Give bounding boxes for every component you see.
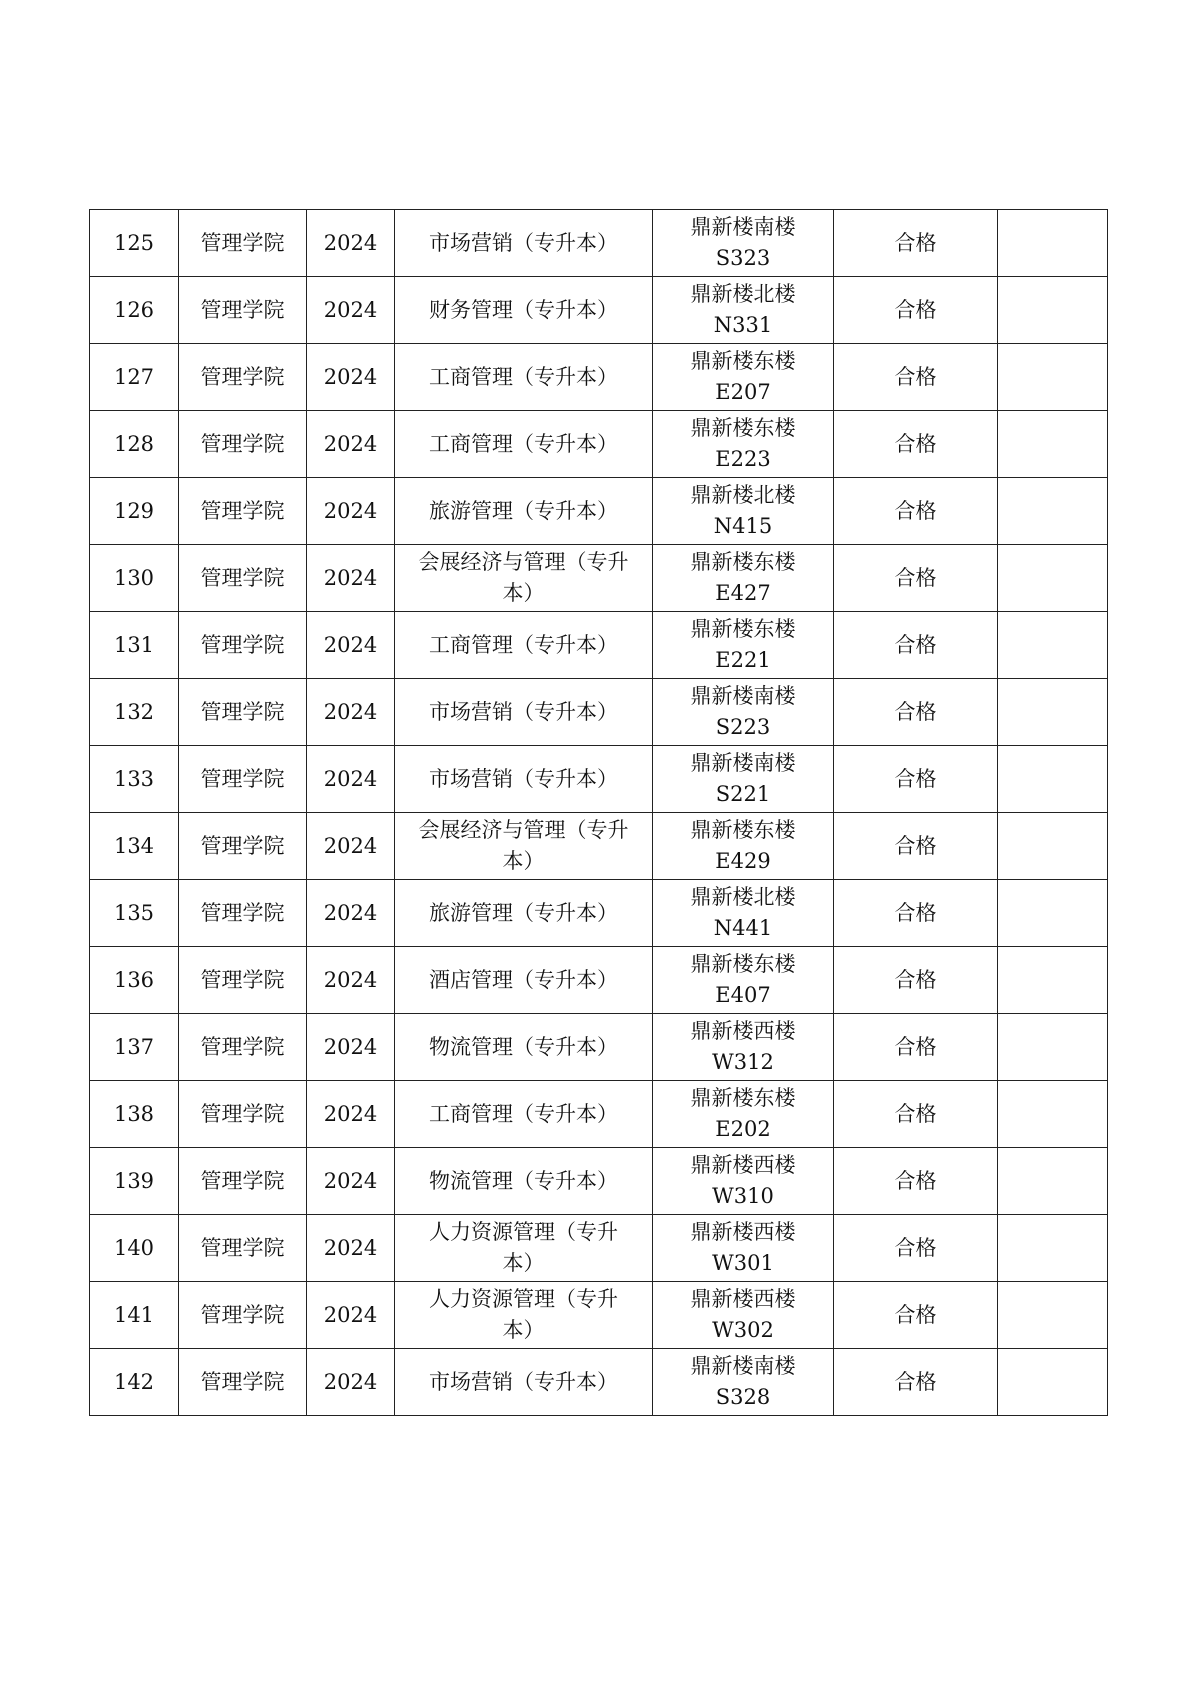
- year-cell: 2024: [307, 210, 395, 277]
- room-cell-line: 鼎新楼东楼: [690, 416, 796, 440]
- college-cell: 管理学院: [179, 1081, 307, 1148]
- note-cell: [998, 746, 1108, 813]
- row-number-cell: 141: [90, 1282, 179, 1349]
- room-cell-line: 鼎新楼南楼: [690, 684, 796, 708]
- major-cell: [395, 545, 653, 612]
- college-cell: 管理学院: [179, 344, 307, 411]
- college-cell: 管理学院: [179, 210, 307, 277]
- room-cell-line: 鼎新楼东楼: [690, 952, 796, 976]
- row-number-cell: 135: [90, 880, 179, 947]
- table-row: [90, 880, 1108, 947]
- year-cell: 2024: [307, 344, 395, 411]
- college-cell: 管理学院: [179, 1349, 307, 1416]
- room-cell: [653, 947, 834, 1014]
- row-number-cell: 131: [90, 612, 179, 679]
- note-cell: [998, 1349, 1108, 1416]
- result-cell: 合格: [834, 679, 998, 746]
- room-cell-line: E223: [715, 447, 771, 471]
- room-cell-line: 鼎新楼东楼: [690, 818, 796, 842]
- row-number-cell: 126: [90, 277, 179, 344]
- room-cell-line: W312: [712, 1050, 774, 1074]
- major-cell: 市场营销（专升本）: [395, 679, 653, 746]
- room-cell: [653, 679, 834, 746]
- major-cell: 旅游管理（专升本）: [395, 478, 653, 545]
- room-cell-line: W301: [712, 1251, 774, 1275]
- table-row: [90, 545, 1108, 612]
- result-cell: 合格: [834, 947, 998, 1014]
- room-cell: [653, 813, 834, 880]
- table-row: [90, 478, 1108, 545]
- row-number-cell: 138: [90, 1081, 179, 1148]
- college-cell: 管理学院: [179, 277, 307, 344]
- year-cell: 2024: [307, 947, 395, 1014]
- result-cell: 合格: [834, 1282, 998, 1349]
- row-number-cell: 137: [90, 1014, 179, 1081]
- room-cell: [653, 1282, 834, 1349]
- table-row: [90, 277, 1108, 344]
- note-cell: [998, 1081, 1108, 1148]
- room-cell-line: E207: [715, 380, 771, 404]
- result-cell: 合格: [834, 746, 998, 813]
- college-cell: 管理学院: [179, 545, 307, 612]
- result-cell: 合格: [834, 411, 998, 478]
- major-cell: 市场营销（专升本）: [395, 1349, 653, 1416]
- result-cell: 合格: [834, 612, 998, 679]
- table-row: [90, 1349, 1108, 1416]
- year-cell: 2024: [307, 746, 395, 813]
- row-number-cell: 139: [90, 1148, 179, 1215]
- major-cell-line: 本）: [502, 849, 545, 873]
- result-cell: 合格: [834, 545, 998, 612]
- table-row: [90, 813, 1108, 880]
- note-cell: [998, 679, 1108, 746]
- year-cell: 2024: [307, 880, 395, 947]
- room-cell: [653, 1215, 834, 1282]
- room-cell-line: 鼎新楼南楼: [690, 1354, 796, 1378]
- result-cell: 合格: [834, 478, 998, 545]
- room-cell: [653, 277, 834, 344]
- major-cell: 市场营销（专升本）: [395, 210, 653, 277]
- major-cell-line: 人力资源管理（专升: [429, 1220, 618, 1244]
- room-cell-line: E221: [715, 648, 771, 672]
- row-number-cell: 132: [90, 679, 179, 746]
- room-cell: [653, 545, 834, 612]
- year-cell: 2024: [307, 1349, 395, 1416]
- room-cell: [653, 210, 834, 277]
- note-cell: [998, 210, 1108, 277]
- room-cell-line: 鼎新楼南楼: [690, 751, 796, 775]
- result-cell: 合格: [834, 210, 998, 277]
- college-cell: 管理学院: [179, 612, 307, 679]
- table-row: [90, 1081, 1108, 1148]
- note-cell: [998, 344, 1108, 411]
- room-cell-line: S223: [715, 715, 771, 739]
- major-cell: [395, 813, 653, 880]
- year-cell: 2024: [307, 478, 395, 545]
- room-cell-line: 鼎新楼东楼: [690, 617, 796, 641]
- note-cell: [998, 813, 1108, 880]
- note-cell: [998, 277, 1108, 344]
- table-row: [90, 1014, 1108, 1081]
- room-cell-line: 鼎新楼西楼: [690, 1019, 796, 1043]
- room-cell: [653, 746, 834, 813]
- room-cell-line: N441: [713, 916, 773, 940]
- result-cell: 合格: [834, 1148, 998, 1215]
- row-number-cell: 128: [90, 411, 179, 478]
- college-cell: 管理学院: [179, 1282, 307, 1349]
- room-cell-line: N331: [713, 313, 773, 337]
- major-cell: [395, 1282, 653, 1349]
- year-cell: 2024: [307, 277, 395, 344]
- college-cell: 管理学院: [179, 679, 307, 746]
- table-row: [90, 210, 1108, 277]
- room-cell: [653, 411, 834, 478]
- college-cell: 管理学院: [179, 880, 307, 947]
- year-cell: 2024: [307, 813, 395, 880]
- major-cell: 物流管理（专升本）: [395, 1148, 653, 1215]
- room-cell: [653, 1081, 834, 1148]
- table-row: [90, 612, 1108, 679]
- table-row: [90, 1282, 1108, 1349]
- college-cell: 管理学院: [179, 1148, 307, 1215]
- year-cell: 2024: [307, 1148, 395, 1215]
- room-cell: [653, 612, 834, 679]
- room-cell-line: W302: [712, 1318, 774, 1342]
- year-cell: 2024: [307, 1014, 395, 1081]
- year-cell: 2024: [307, 1081, 395, 1148]
- major-cell-line: 会展经济与管理（专升: [418, 550, 629, 574]
- room-cell-line: W310: [712, 1184, 774, 1208]
- row-number-cell: 142: [90, 1349, 179, 1416]
- major-cell: 工商管理（专升本）: [395, 1081, 653, 1148]
- room-cell-line: 鼎新楼北楼: [690, 282, 796, 306]
- result-cell: 合格: [834, 1349, 998, 1416]
- major-cell: 旅游管理（专升本）: [395, 880, 653, 947]
- result-cell: 合格: [834, 880, 998, 947]
- major-cell: 物流管理（专升本）: [395, 1014, 653, 1081]
- major-cell: 工商管理（专升本）: [395, 344, 653, 411]
- year-cell: 2024: [307, 1282, 395, 1349]
- room-cell-line: 鼎新楼东楼: [690, 349, 796, 373]
- major-cell-line: 人力资源管理（专升: [429, 1287, 618, 1311]
- year-cell: 2024: [307, 679, 395, 746]
- note-cell: [998, 1215, 1108, 1282]
- table-body: [90, 210, 1108, 1416]
- major-cell: 市场营销（专升本）: [395, 746, 653, 813]
- room-cell: [653, 1014, 834, 1081]
- room-cell-line: 鼎新楼北楼: [690, 483, 796, 507]
- room-cell-line: S323: [715, 246, 771, 270]
- row-number-cell: 140: [90, 1215, 179, 1282]
- major-cell-line: 会展经济与管理（专升: [418, 818, 629, 842]
- room-cell-line: 鼎新楼西楼: [690, 1287, 796, 1311]
- row-number-cell: 133: [90, 746, 179, 813]
- table-row: [90, 679, 1108, 746]
- table-row: [90, 746, 1108, 813]
- year-cell: 2024: [307, 612, 395, 679]
- room-cell-line: 鼎新楼西楼: [690, 1220, 796, 1244]
- major-cell: 酒店管理（专升本）: [395, 947, 653, 1014]
- inspection-results-table: [89, 209, 1108, 1416]
- result-cell: 合格: [834, 277, 998, 344]
- row-number-cell: 127: [90, 344, 179, 411]
- room-cell: [653, 880, 834, 947]
- room-cell-line: E429: [715, 849, 771, 873]
- note-cell: [998, 1282, 1108, 1349]
- row-number-cell: 130: [90, 545, 179, 612]
- note-cell: [998, 947, 1108, 1014]
- note-cell: [998, 411, 1108, 478]
- result-cell: 合格: [834, 1014, 998, 1081]
- table-row: [90, 947, 1108, 1014]
- table-row: [90, 1148, 1108, 1215]
- major-cell: 财务管理（专升本）: [395, 277, 653, 344]
- room-cell-line: 鼎新楼东楼: [690, 1086, 796, 1110]
- room-cell-line: E202: [715, 1117, 771, 1141]
- year-cell: 2024: [307, 1215, 395, 1282]
- college-cell: 管理学院: [179, 1014, 307, 1081]
- result-cell: 合格: [834, 1215, 998, 1282]
- room-cell-line: 鼎新楼东楼: [690, 550, 796, 574]
- note-cell: [998, 545, 1108, 612]
- major-cell-line: 本）: [502, 1318, 545, 1342]
- row-number-cell: 136: [90, 947, 179, 1014]
- note-cell: [998, 478, 1108, 545]
- result-cell: 合格: [834, 344, 998, 411]
- college-cell: 管理学院: [179, 813, 307, 880]
- room-cell-line: 鼎新楼北楼: [690, 885, 796, 909]
- year-cell: 2024: [307, 411, 395, 478]
- note-cell: [998, 880, 1108, 947]
- table-row: [90, 411, 1108, 478]
- major-cell-line: 本）: [502, 1251, 545, 1275]
- college-cell: 管理学院: [179, 1215, 307, 1282]
- room-cell-line: S221: [715, 782, 771, 806]
- room-cell-line: 鼎新楼西楼: [690, 1153, 796, 1177]
- college-cell: 管理学院: [179, 746, 307, 813]
- room-cell: [653, 344, 834, 411]
- room-cell-line: 鼎新楼南楼: [690, 215, 796, 239]
- room-cell-line: N415: [713, 514, 773, 538]
- room-cell-line: E427: [715, 581, 771, 605]
- note-cell: [998, 1014, 1108, 1081]
- row-number-cell: 129: [90, 478, 179, 545]
- college-cell: 管理学院: [179, 411, 307, 478]
- row-number-cell: 125: [90, 210, 179, 277]
- college-cell: 管理学院: [179, 947, 307, 1014]
- college-cell: 管理学院: [179, 478, 307, 545]
- result-cell: 合格: [834, 813, 998, 880]
- note-cell: [998, 1148, 1108, 1215]
- major-cell-line: 本）: [502, 581, 545, 605]
- room-cell: [653, 1349, 834, 1416]
- table-row: [90, 344, 1108, 411]
- major-cell: [395, 1215, 653, 1282]
- room-cell: [653, 1148, 834, 1215]
- note-cell: [998, 612, 1108, 679]
- room-cell-line: S328: [715, 1385, 771, 1409]
- year-cell: 2024: [307, 545, 395, 612]
- major-cell: 工商管理（专升本）: [395, 411, 653, 478]
- table-row: [90, 1215, 1108, 1282]
- result-cell: 合格: [834, 1081, 998, 1148]
- major-cell: 工商管理（专升本）: [395, 612, 653, 679]
- room-cell: [653, 478, 834, 545]
- row-number-cell: 134: [90, 813, 179, 880]
- room-cell-line: E407: [715, 983, 771, 1007]
